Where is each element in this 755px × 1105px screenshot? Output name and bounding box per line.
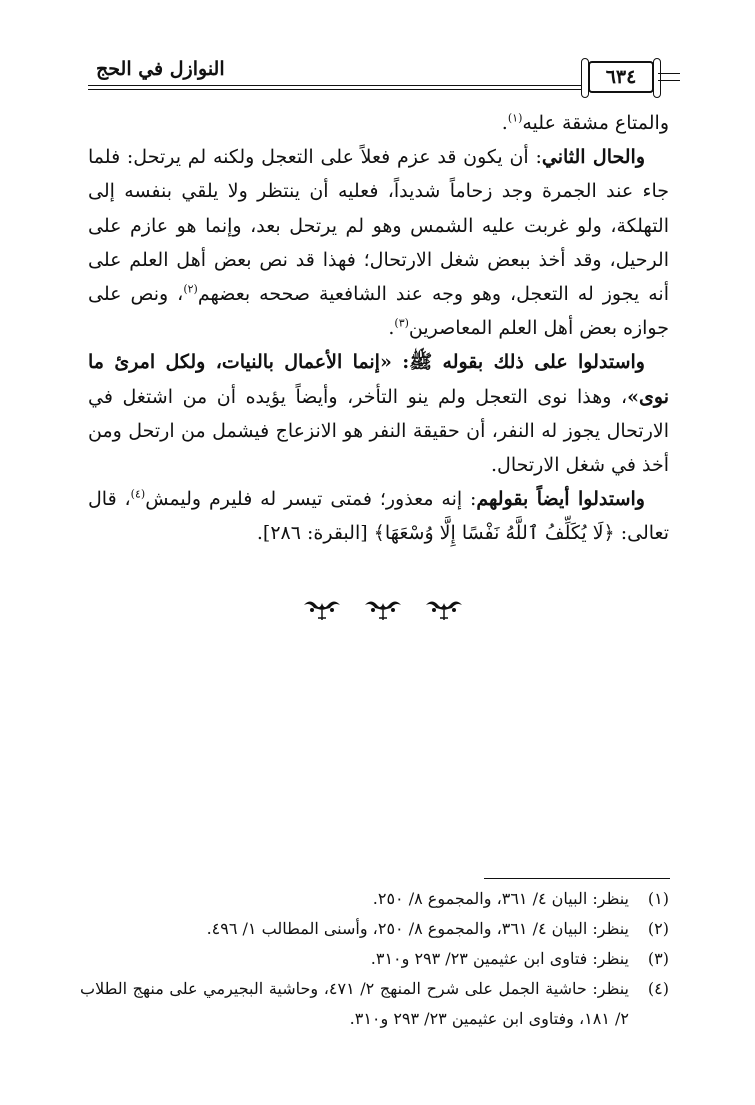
footnote-ref: (٣) <box>394 316 409 330</box>
paragraph-heading: واستدلوا على ذلك بقوله ﷺ: «إنما الأعمال بالنيات، ولكل امرئ ما نوى» <box>88 351 669 408</box>
footnote-number: (٣) <box>647 949 669 968</box>
footnote-number: (١) <box>647 889 669 908</box>
footnote-text: ينظر: حاشية الجمل على شرح المنهج ٢/ ٤٧١، وحاشية البجيرمي على منهج الطلاب ٢/ ١٨١، وفتاوى ابن عثيمين ٢٣/ ٢٩٣ و٣١٠. <box>80 979 629 1028</box>
paragraph-heading: والحال الثاني <box>541 146 646 169</box>
footnote <box>80 944 669 974</box>
footnote <box>80 974 669 1034</box>
paragraph-2: والحال الثاني: أن يكون قد عزم فعلاً على التعجل ولكنه لم يرتحل: فلما جاء عند الجمرة وجد زحاماً شديداً، فعليه أن ينتظر ولا يلقي بنفسه إلى التهلكة، ولو غربت عليه الشمس وهو لم يرتحل بعد، وإنما هو عازم على الرحيل، وقد أخذ ببعض شغل الارتحال؛ فهذا قد نص بعض أهل العلم على أنه يجوز له التعجل، وهو وجه عند الشافعية صححه بعضهم$^{(٢)}$، ونص على جوازه بعض أهل العلم المعاصرين$^{(٣)}$. <box>88 146 670 340</box>
paragraph-4: واستدلوا أيضاً بقولهم: إنه معذور؛ فمتى تيسر له فليرم وليمش$^{(٤)}$، قال تعالى: ﴿لَا يُكَلِّفُ ٱللَّهُ نَفْسًا إِلَّا وُسْعَهَا﴾ [البقرة: ٢٨٦]. <box>88 487 669 545</box>
page-number: ٦٣٤ <box>588 61 654 93</box>
floral-ornament-icon <box>422 596 466 622</box>
footnote-text: ينظر: فتاوى ابن عثيمين ٢٣/ ٢٩٣ و٣١٠. <box>370 949 629 968</box>
main-text <box>88 106 669 551</box>
paragraph-1: والمتاع مشقة عليه$^{(١)}$. <box>501 111 669 134</box>
header-rule <box>88 89 651 90</box>
footnote-text: ينظر: البيان ٤/ ٣٦١، والمجموع ٨/ ٢٥٠. <box>372 889 629 908</box>
footnote-text: ينظر: البيان ٤/ ٣٦١، والمجموع ٨/ ٢٥٠، وأسنى المطالب ١/ ٤٩٦. <box>206 919 629 938</box>
running-header-title: النوازل في الحج <box>96 58 225 80</box>
footnote-ref: (١) <box>507 111 523 125</box>
paragraph-heading: واستدلوا أيضاً بقولهم <box>476 488 645 511</box>
footnote-number: (٢) <box>647 919 669 938</box>
footnotes <box>80 884 669 1034</box>
footnote-number: (٤) <box>647 979 669 998</box>
section-divider-ornament <box>300 596 466 622</box>
footnote-separator <box>484 878 670 879</box>
footnote <box>80 914 669 944</box>
footnote-ref: (٢) <box>183 282 198 296</box>
footnote-ref: (٤) <box>130 487 146 501</box>
header-rule <box>88 85 651 86</box>
floral-ornament-icon <box>300 596 344 622</box>
floral-ornament-icon <box>361 596 405 622</box>
footnote <box>80 884 669 914</box>
paragraph-3: واستدلوا على ذلك بقوله ﷺ: «إنما الأعمال بالنيات، ولكل امرئ ما نوى»، وهذا نوى التعجل ولم ينو التأخر، وأيضاً يؤيده أن من اشتغل في الارتحال يجوز له النفر، أن حقيقة النفر هو الانزعاج فيشمل من ارتحل ومن أخذ في شغل الارتحال. <box>88 351 669 477</box>
header-ornament-dash <box>658 73 680 81</box>
